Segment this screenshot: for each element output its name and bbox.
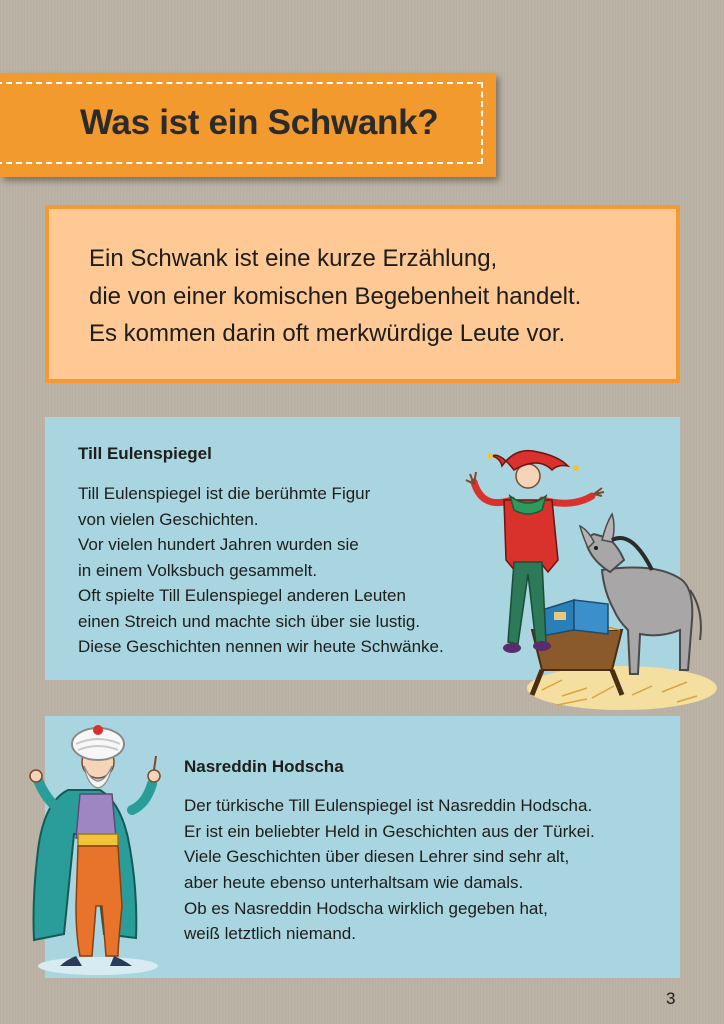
- section-line: einen Streich und machte sich über sie lustig.: [78, 612, 421, 631]
- ground-shadow: [38, 957, 158, 975]
- page-number: 3: [666, 989, 676, 1008]
- section-line: Oft spielte Till Eulenspiegel anderen Leuten: [78, 586, 406, 605]
- section-line: von vielen Geschichten.: [78, 510, 259, 529]
- section-line: Viele Geschichten über diesen Lehrer sind sehr alt,: [184, 847, 570, 866]
- section-line: Ob es Nasreddin Hodscha wirklich gegeben hat,: [184, 899, 548, 918]
- title-banner: [0, 73, 496, 177]
- section-line: Diese Geschichten nennen wir heute Schwänke.: [78, 637, 444, 656]
- jester-with-donkey-illustration: [462, 440, 717, 722]
- straw-ground: [527, 666, 717, 710]
- section-line: Vor vielen hundert Jahren wurden sie: [78, 535, 359, 554]
- definition-line: die von einer komischen Begebenheit handelt.: [89, 283, 582, 310]
- turbaned-teacher-illustration: [20, 720, 172, 980]
- blue-book: [542, 600, 608, 636]
- section-line: aber heute ebenso unterhaltsam wie damals.: [184, 873, 524, 892]
- teacher: [30, 725, 160, 966]
- section-line: Der türkische Till Eulenspiegel ist Nasreddin Hodscha.: [184, 796, 593, 815]
- section-heading: Till Eulenspiegel: [78, 444, 212, 463]
- section-heading: Nasreddin Hodscha: [184, 757, 344, 776]
- page-title: Was ist ein Schwank?: [80, 103, 439, 142]
- section-line: Till Eulenspiegel ist die berühmte Figur: [78, 484, 371, 503]
- definition-box: [45, 205, 680, 383]
- section-line: weiß letztlich niemand.: [184, 924, 356, 943]
- definition-line: Ein Schwank ist eine kurze Erzählung,: [89, 245, 498, 272]
- section-line: Er ist ein beliebter Held in Geschichten aus der Türkei.: [184, 822, 595, 841]
- definition-line: Es kommen darin oft merkwürdige Leute vor.: [89, 320, 566, 347]
- section-line: in einem Volksbuch gesammelt.: [78, 561, 318, 580]
